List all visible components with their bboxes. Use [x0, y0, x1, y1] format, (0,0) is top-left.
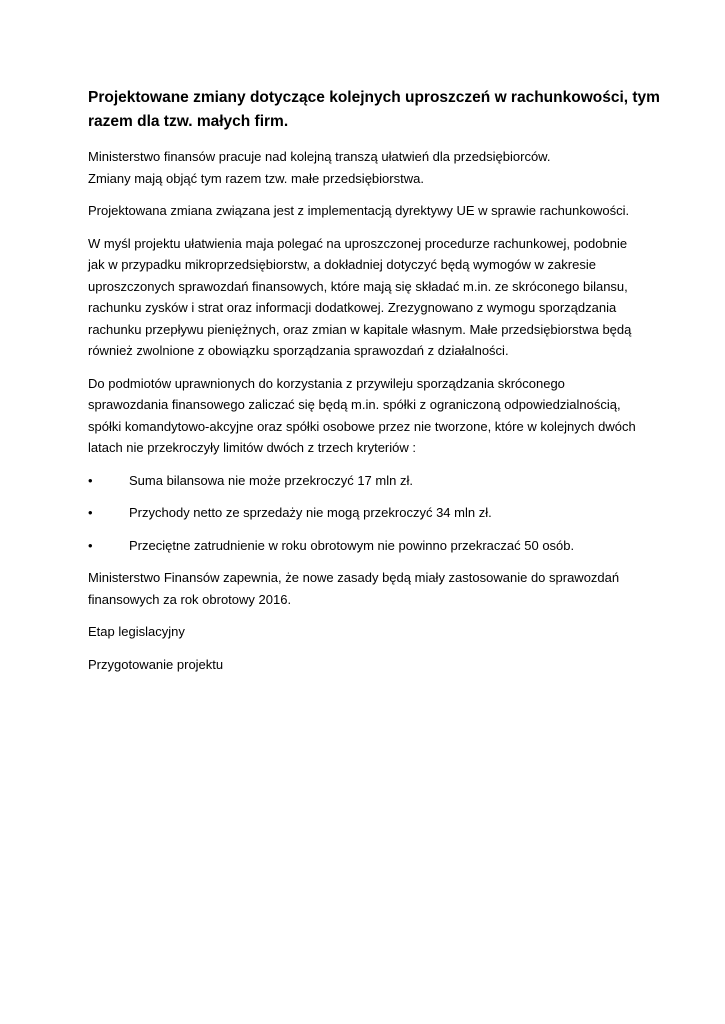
criteria-list: [88, 470, 648, 557]
paragraph-directive: [88, 200, 648, 222]
text-line: Przygotowanie projektu: [88, 656, 224, 672]
list-item-text: Przeciętne zatrudnienie w roku obrotowym nie powinno przekraczać 50 osób.: [129, 537, 575, 553]
bullet-icon: •: [88, 505, 93, 520]
list-item-text: Przychody netto ze sprzedaży nie mogą przekroczyć 34 mln zł.: [129, 505, 492, 520]
paragraph-procedure: [88, 233, 648, 362]
text-line: Ministerstwo Finansów zapewnia, że nowe zasady będą miały zastosowanie do sprawozdań: [88, 570, 620, 585]
paragraph-entities: [88, 373, 648, 459]
text-line: Do podmiotów uprawnionych do korzystania z przywileju sporządzania skróconego: [88, 375, 565, 391]
text-line: spółki komandytowo-akcyjne oraz spółki osobowe przez nie tworzone, które w kolejnych dwóch: [88, 418, 636, 434]
text-line: latach nie przekroczyły limitów dwóch z trzech kryteriów :: [88, 440, 416, 455]
list-item: [88, 470, 648, 492]
text-line: Zmiany mają objąć tym razem tzw. małe przedsiębiorstwa.: [88, 170, 424, 186]
paragraph-ministry: [88, 567, 648, 610]
text-line: W myśl projektu ułatwienia maja polegać na uproszczonej procedurze rachunkowej, podobnie: [88, 235, 628, 251]
text-line: rachunku zysków i strat oraz informacji dodatkowej. Zrezygnowano z wymogu sporządzania: [88, 300, 617, 315]
text-line: Projektowana zmiana związana jest z implementacją dyrektywy UE w sprawie rachunkowości.: [88, 203, 630, 218]
text-line: Etap legislacyjny: [88, 624, 185, 639]
paragraph-stage-value: [88, 654, 648, 676]
title-line: Projektowane zmiany dotyczące kolejnych uproszczeń w rachunkowości, tym: [88, 89, 660, 106]
bullet-icon: •: [88, 472, 93, 488]
text-line: również zwolnione z obowiązku sporządzania sprawozdań z działalności.: [88, 343, 509, 358]
text-line: Ministerstwo finansów pracuje nad kolejną transzą ułatwień dla przedsiębiorców.: [88, 149, 551, 164]
paragraph-intro: [88, 146, 648, 189]
paragraph-stage-label: [88, 621, 648, 643]
document-title: [88, 86, 660, 134]
document-page: [88, 86, 660, 686]
list-item-text: Suma bilansowa nie może przekroczyć 17 mln zł.: [129, 472, 413, 488]
text-line: uproszczonych sprawozdań finansowych, które mają się składać m.in. ze skróconego bilansu,: [88, 278, 628, 294]
text-line: jak w przypadku mikroprzedsiębiorstw, a dokładniej dotyczyć będą wymogów w zakresie: [88, 257, 596, 272]
list-item: [88, 535, 648, 557]
bullet-icon: •: [88, 537, 93, 553]
text-line: finansowych za rok obrotowy 2016.: [88, 591, 292, 607]
text-line: sprawozdania finansowego zaliczać się będą m.in. spółki z ograniczoną odpowiedzialnością,: [88, 397, 621, 412]
list-item: [88, 502, 648, 524]
text-line: rachunku przepływu pieniężnych, oraz zmian w kapitale własnym. Małe przedsiębiorstwa będą: [88, 321, 632, 337]
title-line: razem dla tzw. małych firm.: [88, 113, 289, 130]
